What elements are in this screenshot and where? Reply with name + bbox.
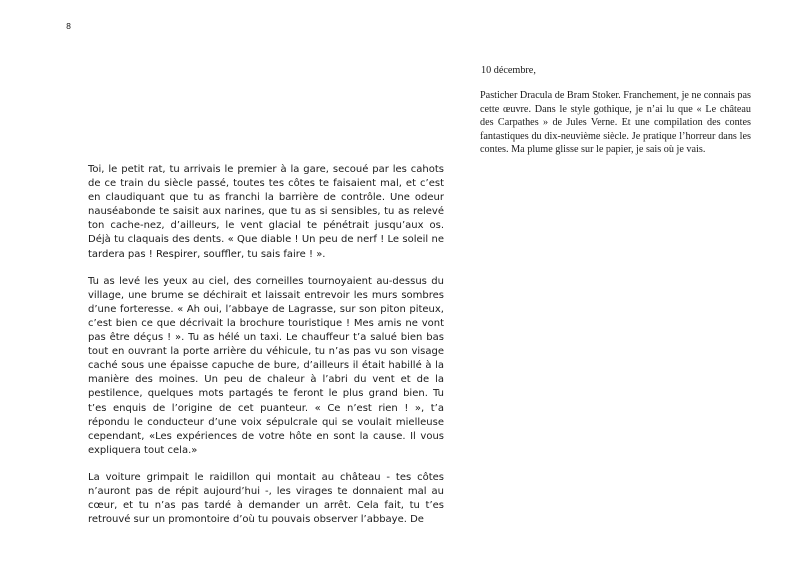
note-date: 10 décembre,	[481, 65, 536, 76]
story-text	[88, 163, 444, 540]
story-paragraph-3: La voiture grimpait le raidillon qui montait au château - tes côtes n’auront pas de répit aujourd’hui -, les virages te donnaient mal au cœur, et tu n’as pas tardé à demander un arrêt. Cela fait, tu t’es retrouvé sur un promontoire d’où tu pouvais observer l’abbaye. De	[88, 471, 444, 526]
story-paragraph-2: Tu as levé les yeux au ciel, des corneilles tournoyaient au-dessus du village, une brume se déchirait et laissait entrevoir les murs sombres d’une forteresse. « Ah oui, l’abbaye de Lagrasse, sur son piton piteux, c’est bien ce que décrivait la brochure touristique ! Mes amis ne vont pas être déçus ! ». Tu as hélé un taxi. Le chauffeur t’a salué bien bas tout en ouvrant la porte arrière du véhicule, tu n’as pas vu son visage caché sous une épaisse capuche de bure, d’ailleurs il était habillé à la manière des moines. Un peu de chaleur à l’abri du vent et de la pestilence, quelques mots partagés te feront le plus grand bien. Tu t’es enquis de l’origine de cet puanteur. « Ce n’est rien ! », t’a répondu le conducteur d’une voix sépulcrale qui se voulait mielleuse cependant, «Les expériences de votre hôte en sont la cause. Il vous expliquera tout cela.»	[88, 275, 444, 456]
diary-note	[480, 64, 751, 156]
note-text: Pasticher Dracula de Bram Stoker. Franchement, je ne connais pas cette œuvre. Dans le style gothique, je n’ai lu que « Le château des Carpathes » de Jules Verne. Et une compilation des contes fantastiques du dix-neuvième siècle. Je pratique l’horreur dans les contes. Ma plume glisse sur le papier, je sais où je vais.	[480, 90, 751, 156]
page-number: 8	[66, 22, 72, 31]
story-paragraph-1: Toi, le petit rat, tu arrivais le premier à la gare, secoué par les cahots de ce train du siècle passé, toutes tes côtes te faisaient mal, et c’est en claudiquant que tu as franchi la barrière de contrôle. Une odeur nauséabonde te saisit aux narines, que tu as si sensibles, tu as relevé ton cache-nez, d’ailleurs, le vent glacial te pénétrait jusqu’aux os. Déjà tu claquais des dents. « Que diable ! Un peu de nerf ! Le soleil ne tardera pas ! Respirer, souffler, tu sais faire ! ».	[88, 164, 444, 260]
